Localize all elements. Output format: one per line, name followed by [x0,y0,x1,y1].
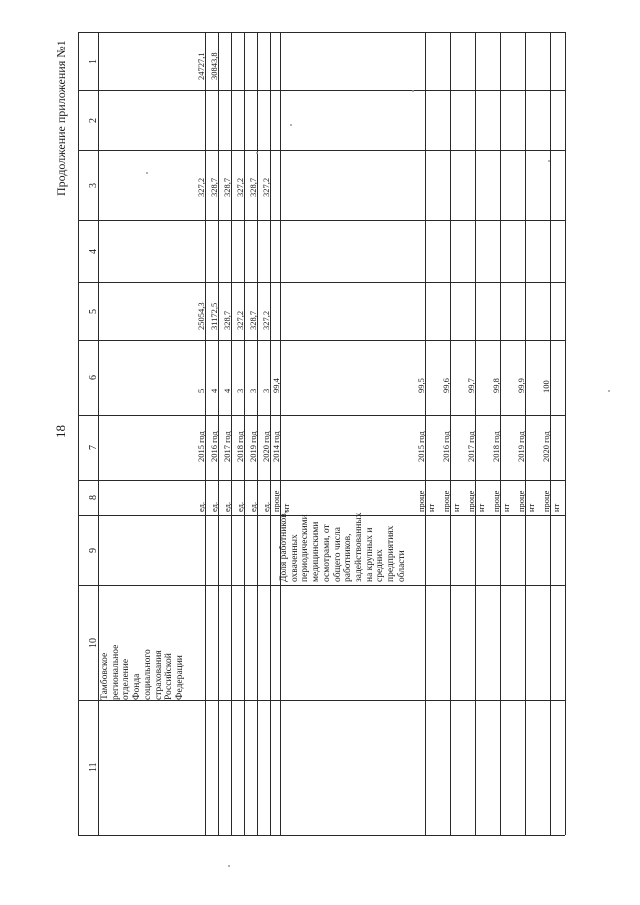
indicator-text-line: осмотрами, от [321,524,332,582]
indicator-text-line: предприятиях [386,525,396,582]
cell-year: 2015 год [196,431,206,462]
cell-col6-value: 4 [222,388,232,393]
cell-unit-part1: проце [541,490,551,512]
cell-col6-value: 100 [541,380,551,393]
column-border [78,515,565,516]
cell-unit-part1: проце [491,490,501,512]
cell-col9-value: 328,7 [209,177,219,197]
cell-col7-value: 31172,5 [209,302,219,330]
cell-col6-value: 99,8 [491,378,501,393]
indicator-text-line: охваченных [289,534,300,582]
cell-col7-value: 328,7 [222,310,232,330]
cell-year: 2016 год [209,431,219,462]
indicator-text-line: области [396,550,407,582]
cell-year: 2016 год [441,431,451,462]
cell-col9-value: 327,2 [235,177,245,197]
indicator-text-line: общего числа [332,527,343,582]
column-header-9: 9 [88,547,99,553]
organization-name-line: Федерации [174,655,185,700]
cell-unit-part2: нт [551,503,561,512]
cell-unit-part2: нт [451,503,461,512]
cell-unit: ед. [235,501,245,512]
cell-col6-value: 99,9 [516,378,526,393]
cell-unit-part1: проце [516,490,526,512]
column-border [78,480,565,481]
scan-speck [412,90,414,92]
column-header-10: 10 [88,637,99,648]
table-bottom-border [565,32,566,835]
page-number: 18 [53,425,68,438]
column-header-7: 7 [88,445,99,450]
cell-unit: ед. [209,501,219,512]
column-border [78,282,565,283]
cell-unit-part2: нт [476,503,486,512]
column-header-11: 11 [88,762,99,773]
cell-year: 2014 год [271,431,281,462]
column-border [78,90,565,91]
column-border [78,585,565,586]
indicator-text-line: средних [375,549,386,582]
column-border [78,150,565,151]
cell-unit-part2: нт [426,503,436,512]
cell-year: 2015 год [416,431,426,462]
cell-col6-value: 3 [235,388,245,393]
cell-year: 2017 год [466,431,476,462]
column-header-6: 6 [88,375,99,380]
cell-col6-value: 3 [261,388,271,393]
cell-year: 2018 год [491,431,501,462]
scan-speck [228,865,230,867]
cell-col7-value: 328,7 [248,310,258,330]
cell-col6-value: 99,5 [416,378,426,393]
column-header-1: 1 [88,58,99,64]
cell-col11-value: 30843,8 [209,52,219,80]
column-header-4: 4 [88,248,99,254]
cell-col6-value: 99,7 [466,378,476,393]
cell-col9-value: 328,7 [248,177,258,197]
cell-col9-value: 327,2 [196,177,206,197]
cell-unit-part1: проце [416,490,426,512]
indicator-text-line: Доля работников, [279,510,289,582]
cell-col7-value: 327,2 [235,310,245,330]
cell-year: 2017 год [222,431,232,462]
column-header-8: 8 [88,495,99,500]
continuation-title: Продолжение приложения №1 [54,40,68,196]
cell-col9-value: 327,2 [261,177,271,197]
scan-speck [290,124,292,126]
column-header-3: 3 [88,182,99,188]
cell-col6-value: 4 [209,388,219,393]
cell-unit-part1: проце [466,490,476,512]
indicator-text-line: задействованных [353,512,364,582]
cell-unit: ед. [261,501,271,512]
cell-unit-part1: проце [441,490,451,512]
column-border [78,32,565,33]
cell-col11-value: 24727,1 [196,52,206,80]
indicator-text-line: работников, [343,533,354,582]
indicator-text-line: на крупных и [364,527,375,582]
organization-name-line: региональное [110,644,121,700]
organization-name-line: отделение [121,658,132,700]
cell-col6-value: 99,4 [271,378,281,393]
organization-name-line: Российской [164,653,175,700]
table-top-border [78,32,79,835]
cell-col7-value: 25054,3 [196,302,206,330]
column-header-5: 5 [88,308,99,314]
cell-col6-value: 3 [248,388,258,393]
column-border [78,340,565,341]
organization-name-line: социального [142,649,153,700]
scan-speck [146,172,148,174]
header-row-border [98,32,99,835]
indicator-text-line: медицинскими [311,521,322,582]
cell-col9-value: 328,7 [222,177,232,197]
cell-col6-value: 99,6 [441,378,451,393]
column-border [78,700,565,701]
organization-name-line: Тамбовское [100,652,110,700]
cell-year: 2019 год [248,431,258,462]
cell-unit: ед. [248,501,258,512]
cell-unit-part2: нт [501,503,511,512]
organization-name-line: Фонда [132,673,143,700]
scan-speck [548,160,550,162]
cell-year: 2020 год [541,431,551,462]
cell-unit-part2: нт [281,503,291,512]
organization-name-line: страхования [153,650,164,700]
indicator-text-line: периодическими [300,514,311,582]
cell-unit-part1: проце [271,490,281,512]
column-border [78,415,565,416]
cell-unit: ед. [222,501,232,512]
scan-speck [256,152,258,154]
cell-year: 2018 год [235,431,245,462]
cell-col7-value: 327,2 [261,310,271,330]
column-border [78,220,565,221]
cell-year: 2019 год [516,431,526,462]
cell-year: 2020 год [261,431,271,462]
scan-speck [608,390,610,392]
cell-unit: ед. [196,501,206,512]
column-border [78,835,565,836]
cell-unit-part2: нт [526,503,536,512]
cell-col6-value: 5 [196,388,206,393]
column-header-2: 2 [88,117,99,123]
